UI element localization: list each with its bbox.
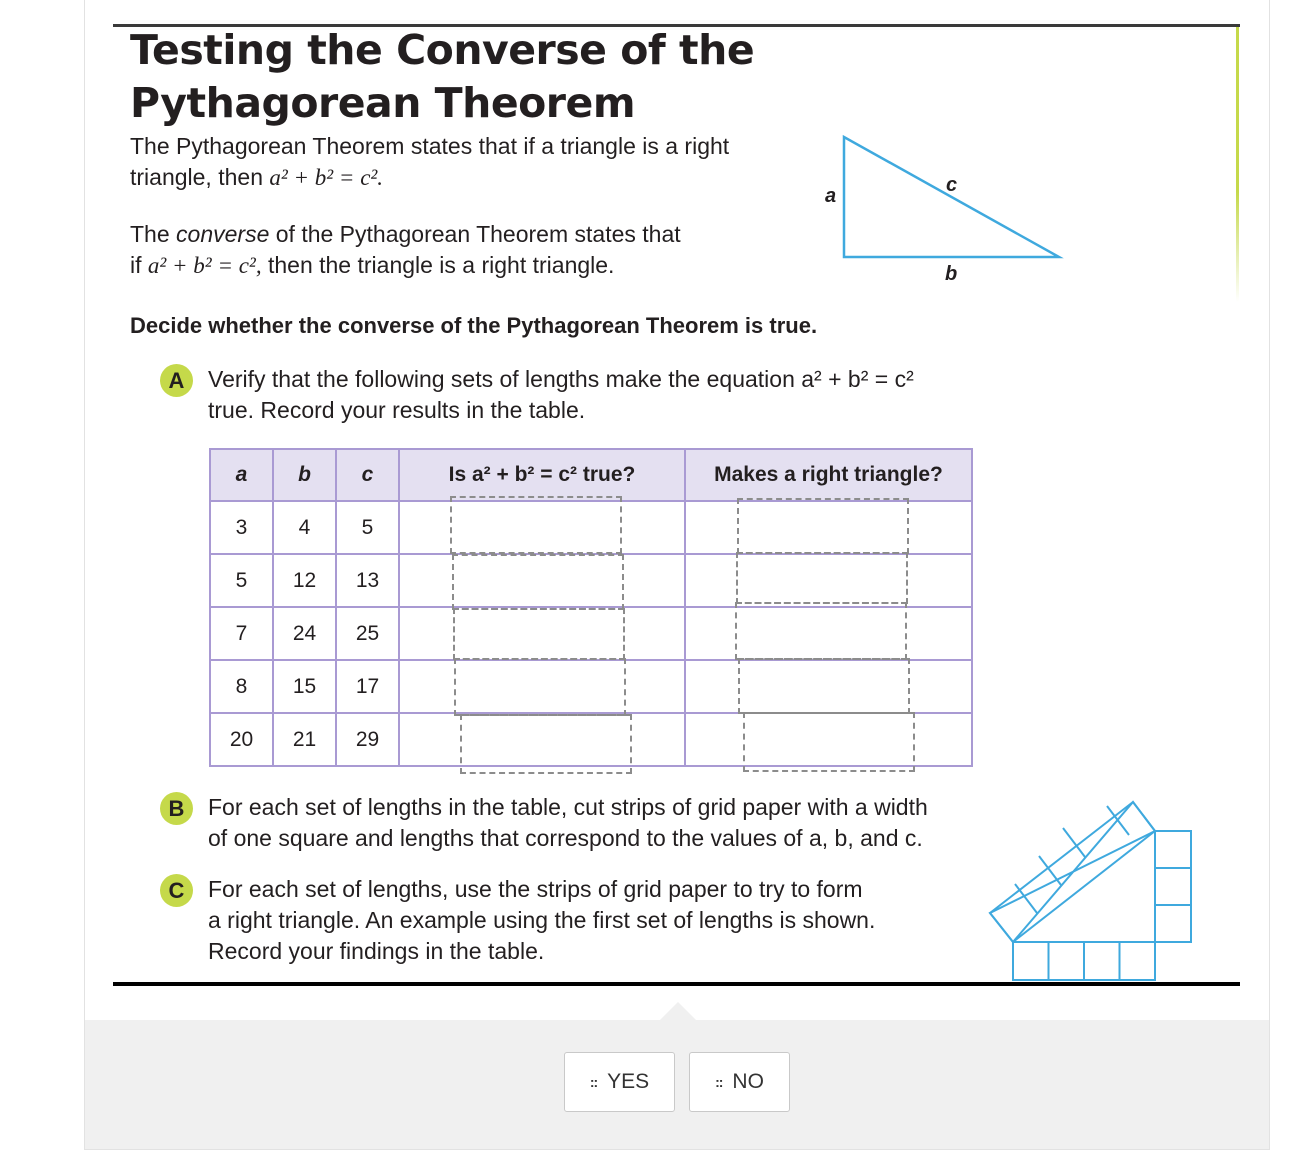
drop-zone-equation-3[interactable] <box>453 608 625 660</box>
no-option-draggable[interactable] <box>689 1052 790 1112</box>
table-cell: 13 <box>336 554 399 607</box>
side-label-c: c <box>946 174 958 196</box>
step-text: Verify that the following sets of lengths make the equation a² + b² = c² true. Record your results in the table. <box>208 366 914 423</box>
drop-zone-equation-1[interactable] <box>450 496 622 554</box>
drop-zone-triangle-3[interactable] <box>735 602 907 660</box>
side-label-a: a <box>825 185 837 207</box>
table-cell: 20 <box>210 713 273 766</box>
drop-zone-triangle-2[interactable] <box>736 552 908 604</box>
step-text: For each set of lengths in the table, cut strips of grid paper with a width of one square and lengths that correspond to the values of a, b, and c. <box>208 794 928 851</box>
table-cell: 4 <box>273 501 336 554</box>
table-cell: 29 <box>336 713 399 766</box>
table-cell: 25 <box>336 607 399 660</box>
instruction-heading: Decide whether the converse of the Pythagorean Theorem is true. <box>130 313 818 338</box>
intro-paragraph-2: The converse of the Pythagorean Theorem states that if a² + b² = c², then the triangle is a right triangle. <box>130 221 681 278</box>
column-header: a <box>210 449 273 501</box>
column-header: c <box>336 449 399 501</box>
accent-edge <box>1236 27 1239 302</box>
side-label-b: b <box>945 263 958 285</box>
table-cell: 8 <box>210 660 273 713</box>
drop-zone-triangle-5[interactable] <box>743 712 915 772</box>
drag-handle-icon: :: <box>715 1074 723 1090</box>
table-cell: 17 <box>336 660 399 713</box>
table-cell: 12 <box>273 554 336 607</box>
drop-zone-equation-5[interactable] <box>460 714 632 774</box>
right-triangle-diagram <box>815 130 1075 290</box>
step-text: For each set of lengths, use the strips of grid paper to try to form a right triangle. An example using the first set of lengths is shown. Record your findings in the table. <box>208 876 876 964</box>
step-badge: B <box>160 792 193 825</box>
step-badge: A <box>160 364 193 397</box>
drop-zone-equation-4[interactable] <box>454 658 626 716</box>
yes-option-draggable[interactable] <box>564 1052 675 1112</box>
table-cell: 15 <box>273 660 336 713</box>
page-title: Testing the Converse of the Pythagorean Theorem <box>130 26 755 127</box>
drop-zone-triangle-1[interactable] <box>737 498 909 554</box>
table-cell: 21 <box>273 713 336 766</box>
answer-bank-pointer <box>660 1002 696 1020</box>
table-cell: 7 <box>210 607 273 660</box>
column-header: b <box>273 449 336 501</box>
grid-strip-triangle-diagram <box>985 795 1200 985</box>
answer-bank <box>85 1020 1269 1149</box>
table-cell: 24 <box>273 607 336 660</box>
column-header: Is a² + b² = c² true? <box>399 449 685 501</box>
step-badge: C <box>160 874 193 907</box>
table-cell: 5 <box>336 501 399 554</box>
bottom-rule <box>113 982 1240 986</box>
table-cell: 3 <box>210 501 273 554</box>
intro-paragraph-1: The Pythagorean Theorem states that if a triangle is a right triangle, then a² + b² = c². <box>130 133 730 190</box>
table-header-row <box>210 449 972 501</box>
drop-zone-triangle-4[interactable] <box>738 658 910 714</box>
drag-handle-icon: :: <box>589 1074 598 1090</box>
option-label: NO <box>732 1070 764 1093</box>
option-label: YES <box>607 1070 650 1093</box>
drop-zone-equation-2[interactable] <box>452 554 624 610</box>
table-cell: 5 <box>210 554 273 607</box>
column-header: Makes a right triangle? <box>685 449 972 501</box>
